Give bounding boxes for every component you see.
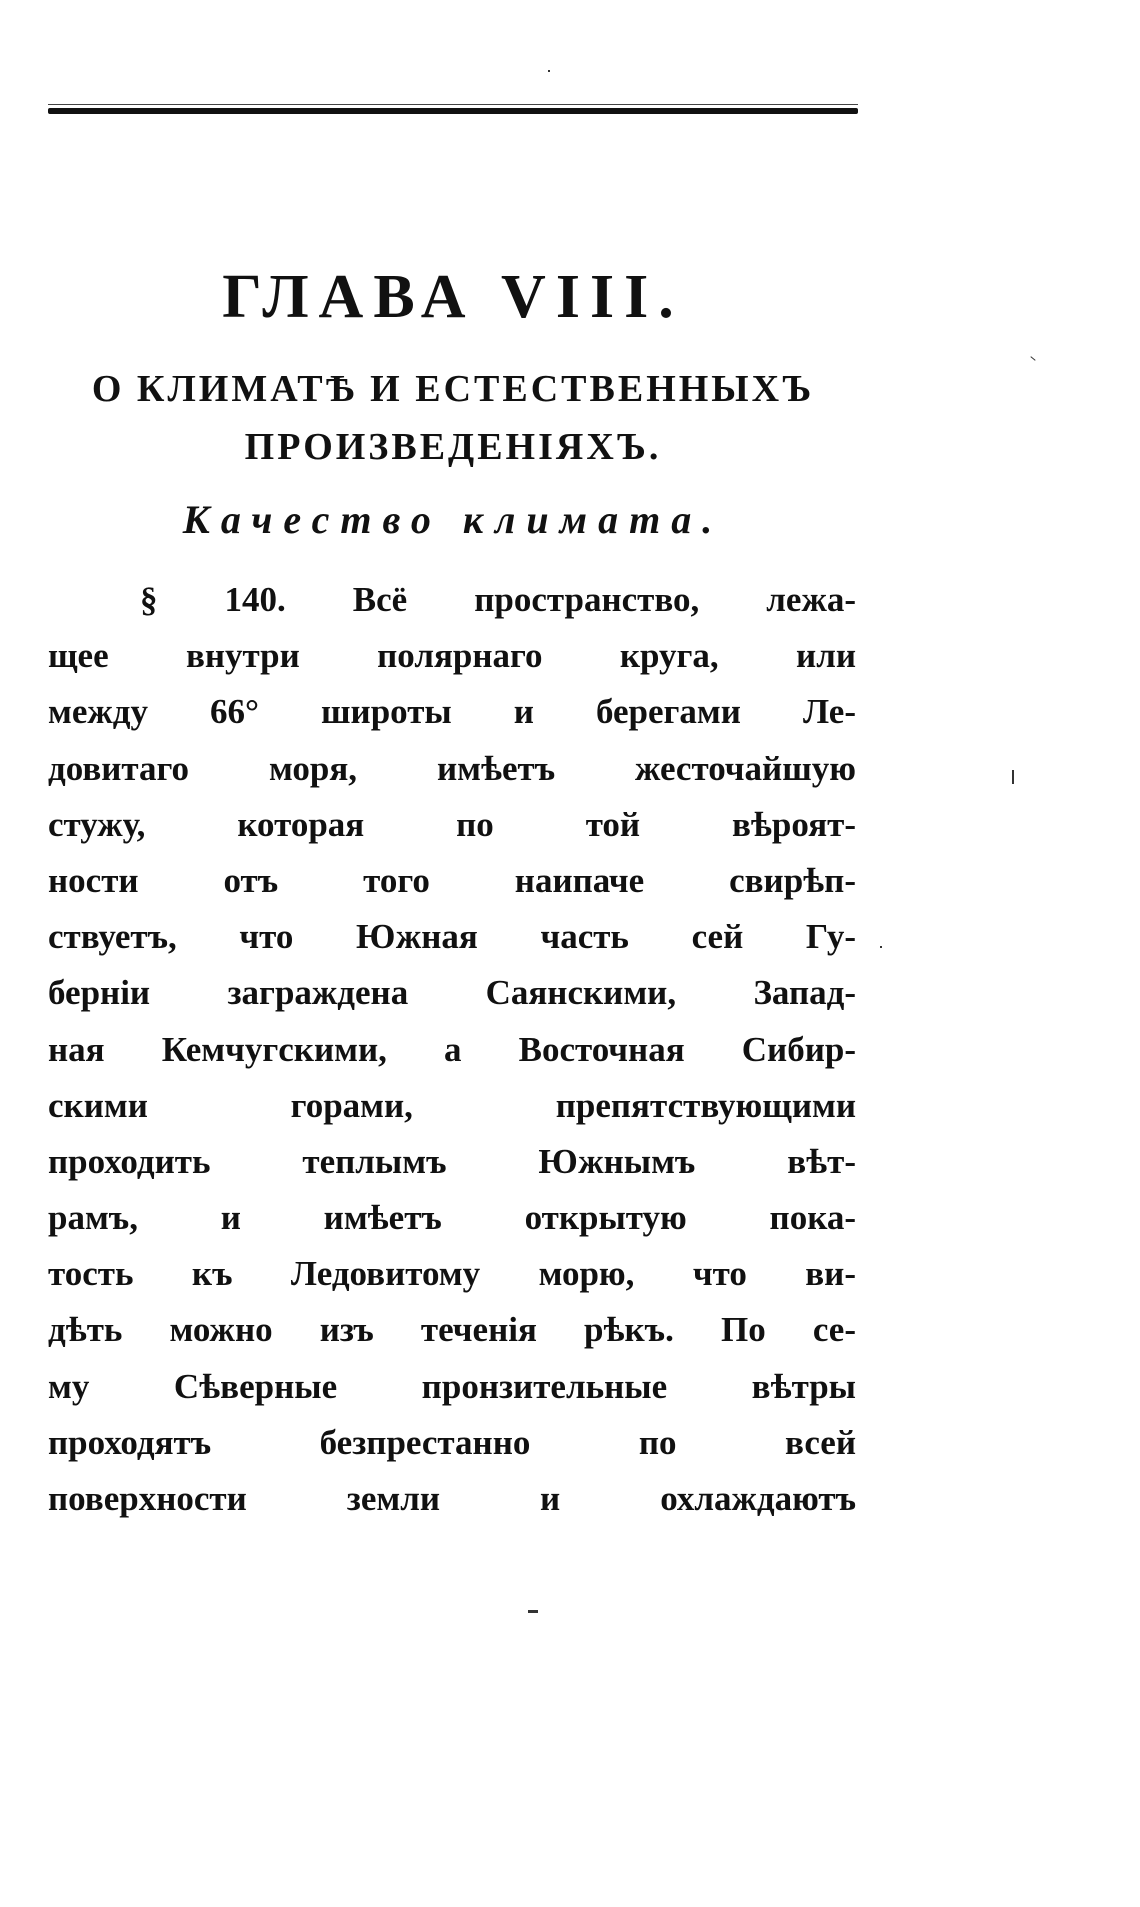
body-line: му Сѣверные пронзительные вѣтры <box>48 1366 856 1406</box>
body-line: берніи заграждена Саянскими, Запад- <box>48 973 856 1013</box>
body-line: стужу, которая по той вѣроят- <box>48 804 856 844</box>
scan-speck <box>1030 356 1035 361</box>
body-line: дѣть можно изъ теченія рѣкъ. По се- <box>48 1310 856 1350</box>
body-line: щее внутри полярнаго круга, или <box>48 636 856 676</box>
body-line: рамъ, и имѣетъ открытую пока- <box>48 1198 856 1238</box>
section-title-line-2: ПРОИЗВЕДЕНІЯХЪ. <box>244 426 662 468</box>
body-line: проходятъ безпрестанно по всей <box>48 1422 856 1462</box>
body-paragraph <box>48 572 856 1527</box>
body-line: поверхности земли и охлаждаютъ <box>48 1479 856 1518</box>
scan-speck <box>1012 770 1014 784</box>
body-line: ности отъ того наипаче свирѣп- <box>48 860 856 900</box>
top-rule <box>48 108 858 114</box>
subsection-title: Качество климата. <box>182 497 724 542</box>
section-title-line-1: О КЛИМАТѢ И ЕСТЕСТВЕННЫХЪ <box>91 368 815 410</box>
top-rule-thin <box>48 104 858 105</box>
body-line: довитаго моря, имѣетъ жесточайшую <box>48 748 856 788</box>
body-line: ная Кемчугскими, а Восточная Сибир- <box>48 1029 856 1069</box>
chapter-title: ГЛАВА VIII. <box>222 263 684 331</box>
section-title <box>40 360 866 476</box>
scan-speck <box>548 70 550 72</box>
body-line: проходить теплымъ Южнымъ вѣт- <box>48 1141 856 1181</box>
scan-speck <box>528 1610 538 1613</box>
body-line: § 140. Всё пространство, лежа- <box>140 580 856 619</box>
body-line: ствуетъ, что Южная часть сей Гу- <box>48 917 856 957</box>
body-line: скими горами, препятствующими <box>48 1085 856 1125</box>
body-line: тость къ Ледовитому морю, что ви- <box>48 1254 856 1294</box>
scan-speck <box>880 946 882 948</box>
body-line: между 66° широты и берегами Ле- <box>48 692 856 732</box>
